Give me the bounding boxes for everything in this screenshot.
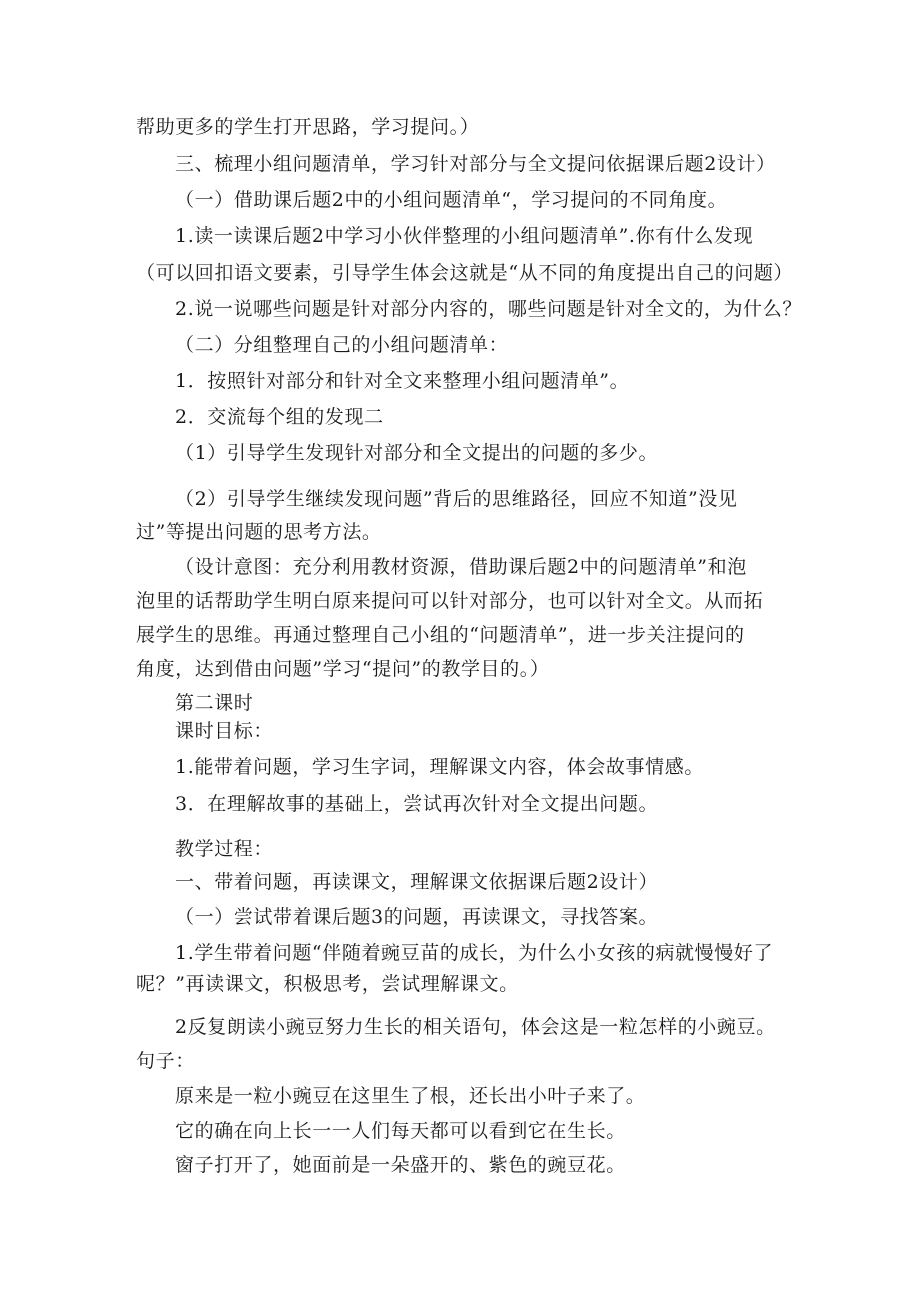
text-line: （2）引导学生继续发现问题”背后的思维路径，回应不知道”没见 (175, 488, 738, 510)
quoted-sentence: 原来是一粒小豌豆在这里生了根，还长出小叶子来了。 (175, 1085, 646, 1107)
subsection-heading: （一）尝试带着课后题3的问题，再读课文，寻找答案。 (175, 906, 659, 928)
subsection-heading: （一）借助课后题2中的小组问题清单“，学习提问的不同角度。 (175, 189, 728, 211)
section-heading: 一、带着问题，再读课文，理解课文依据课后题2设计） (175, 871, 659, 893)
lesson-title: 第二课时 (175, 692, 254, 714)
text-line: （可以回扣语文要素，引导学生体会这就是“从不同的角度提出自己的问题） (136, 262, 794, 284)
section-heading: 教学过程： (175, 838, 274, 860)
text-line: 1.能带着问题，学习生字词，理解课文内容，体会故事情感。 (175, 756, 704, 778)
quoted-sentence: 窗子打开了，她面前是一朵盛开的、紫色的豌豆花。 (175, 1154, 626, 1176)
design-note: 展学生的思维。再通过整理自己小组的“问题清单”，进一步关注提问的 (136, 624, 745, 646)
text-line: 呢？”再读课文，积极思考，尝试理解课文。 (136, 973, 519, 995)
quoted-sentence: 它的确在向上长一一人们每天都可以看到它在生长。 (175, 1120, 626, 1142)
text-line: 1.学生带着问题“伴随着豌豆苗的成长，为什么小女孩的病就慢慢好了 (175, 942, 774, 964)
design-note: （设计意图：充分利用教材资源，借助课后题2中的问题清单”和泡 (175, 556, 747, 578)
text-line: 2反复朗读小豌豆努力生长的相关语句，体会这是一粒怎样的小豌豆。 (175, 1016, 776, 1038)
design-note: 角度，达到借由问题”学习“提问”的教学目的。） (136, 658, 550, 680)
text-line: 2.说一说哪些问题是针对部分内容的，哪些问题是针对全文的，为什么？ (175, 298, 802, 320)
text-line: 1．按照针对部分和针对全文来整理小组问题清单”。 (175, 370, 630, 392)
subsection-heading: （二）分组整理自己的小组问题清单： (175, 334, 509, 356)
text-line: 句子： (136, 1050, 195, 1072)
section-heading: 三、梳理小组问题清单，学习针对部分与全文提问依据课后题2设计） (175, 153, 776, 175)
text-line: （1）引导学生发现针对部分和全文提出的问题的多少。 (175, 442, 659, 464)
text-line: 1.读一读课后题2中学习小伙伴整理的小组问题清单”.你有什么发现 (175, 225, 754, 247)
section-heading: 课时目标： (175, 720, 274, 742)
text-line: 过”等提出问题的思考方法。 (136, 521, 382, 543)
design-note: 泡里的话帮助学生明白原来提问可以针对部分，也可以针对全文。从而拓 (136, 590, 764, 612)
text-line: 帮助更多的学生打开思路，学习提问。） (136, 116, 480, 138)
text-line: 2．交流每个组的发现二 (175, 406, 384, 428)
text-line: 3．在理解故事的基础上，尝试再次针对全文提出问题。 (175, 793, 659, 815)
